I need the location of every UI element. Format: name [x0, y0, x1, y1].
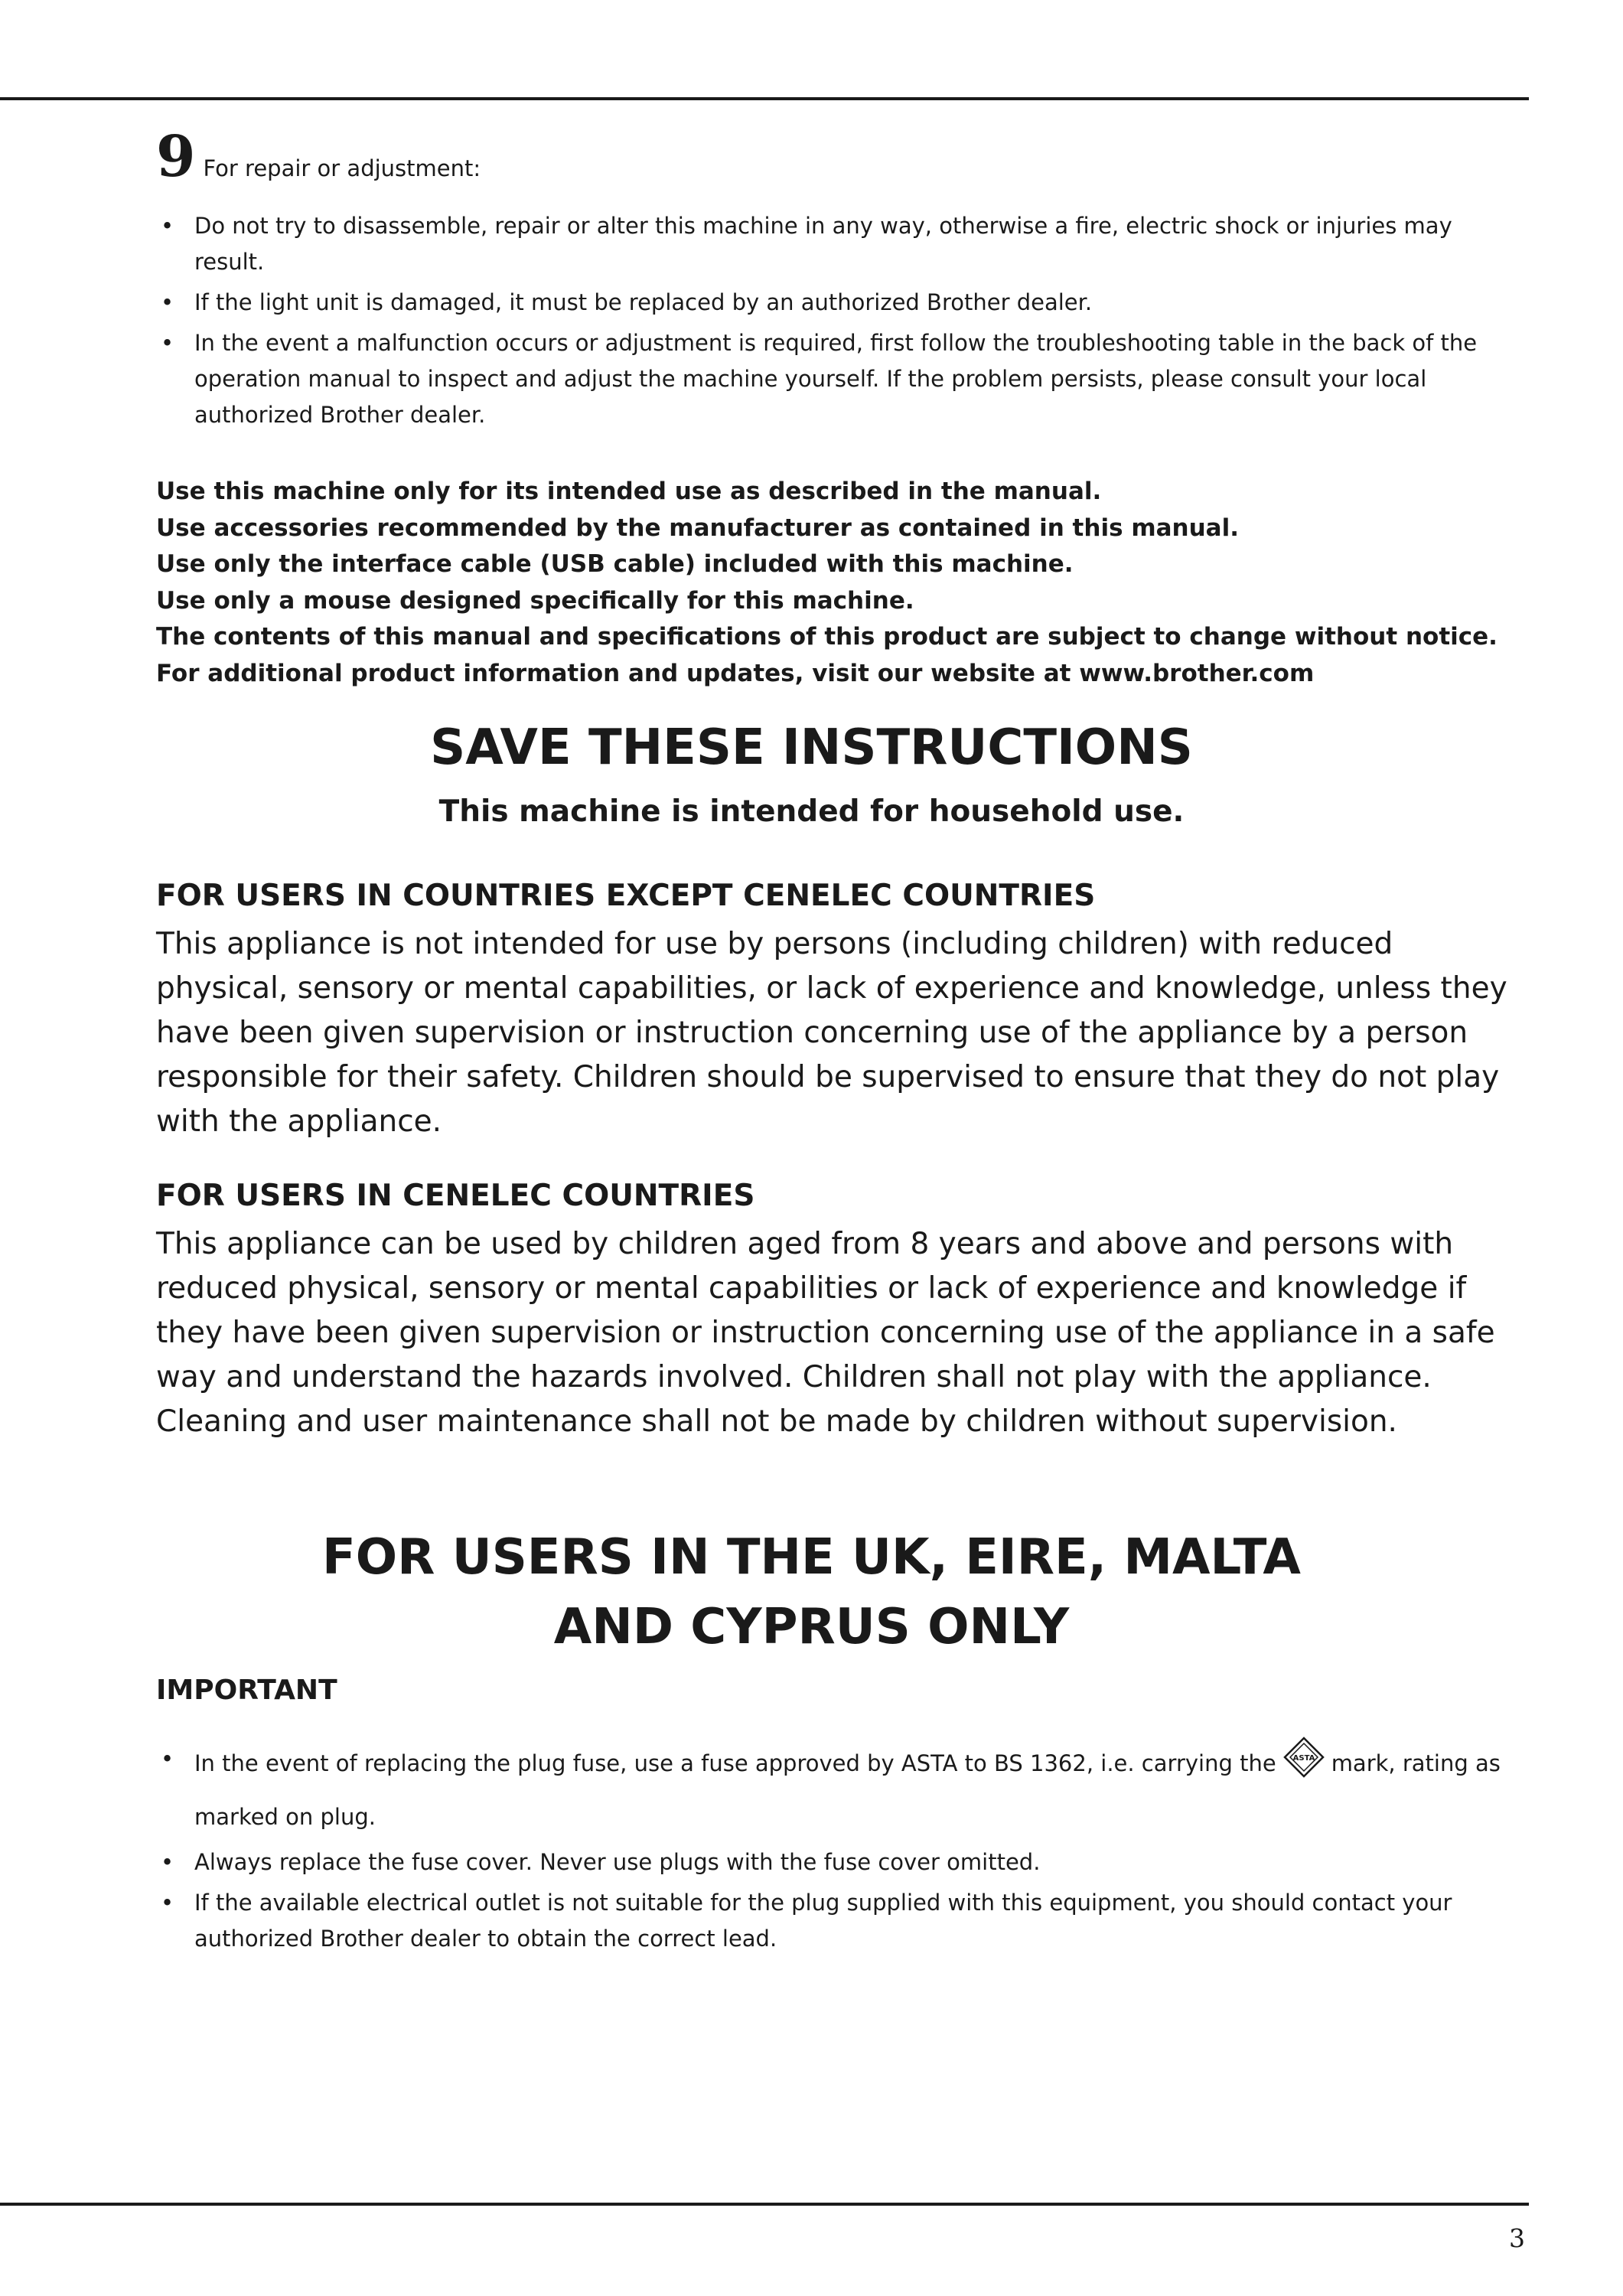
section-heading [156, 124, 481, 190]
bullet-icon: • [161, 1890, 174, 1916]
notice-line: Use only the interface cable (USB cable) included with this machine. [156, 550, 1074, 578]
bullet-icon: • [161, 213, 174, 239]
asta-mark-icon [1282, 1736, 1325, 1794]
bullet-icon: • [161, 289, 174, 315]
page-number: 3 [1509, 2223, 1525, 2253]
except-cenelec-heading: FOR USERS IN COUNTRIES EXCEPT CENELEC COUNTRIES [156, 879, 1096, 913]
notice-line: Use accessories recommended by the manufacturer as contained in this manual. [156, 514, 1239, 542]
important-heading: IMPORTANT [156, 1675, 337, 1706]
uk-title-line-1: FOR USERS IN THE UK, EIRE, MALTA [322, 1529, 1301, 1586]
list-item: • If the available electrical outlet is not suitable for the plug supplied with this equipment, you should contact your authorized Brother dealer to obtain the correct lead. [156, 1885, 1526, 1957]
save-instructions-title: SAVE THESE INSTRUCTIONS [430, 719, 1193, 776]
uk-title-line-2: AND CYPRUS ONLY [553, 1599, 1070, 1655]
cenelec-text: This appliance can be used by children aged from 8 years and above and persons with reduced physical, sensory or mental capabilities or lack of experience and knowledge if they have been given supervision or instruction concerning use of the appliance in a safe way and understand the hazards involved. Children shall not play with the appliance. Cleaning and user maintenance shall not be made by children without supervision. [156, 1227, 1495, 1439]
section-number: 9 [156, 124, 196, 190]
usage-notices [156, 474, 1533, 692]
section-title: For repair or adjustment: [203, 155, 481, 181]
repair-bullet-list [156, 208, 1526, 438]
uk-eire-malta-cyprus-title [0, 1523, 1623, 1662]
list-item: • If the light unit is damaged, it must be replaced by an authorized Brother dealer. [156, 285, 1526, 321]
list-item: • Always replace the fuse cover. Never use plugs with the fuse cover omitted. [156, 1844, 1526, 1880]
except-cenelec-text: This appliance is not intended for use by persons (including children) with reduced physical, sensory or mental capabilities, or lack of experience and knowledge, unless they have been given supervision or instruction concerning use of the appliance by a person responsible for their safety. Children should be supervised to ensure that they do not play with the appliance. [156, 927, 1507, 1139]
notice-line: The contents of this manual and specifications of this product are subject to change without notice. [156, 623, 1498, 651]
bottom-rule [0, 2203, 1529, 2206]
important-bullet-list [156, 1736, 1526, 1962]
list-item: • In the event a malfunction occurs or adjustment is required, first follow the troubleshooting table in the back of the operation manual to inspect and adjust the machine yourself. If the problem persists, please consult your local authorized Brother dealer. [156, 325, 1526, 433]
bullet-icon: • [161, 330, 174, 356]
bullet-icon: • [161, 1849, 174, 1875]
list-item: • In the event of replacing the plug fuse, use a fuse approved by ASTA to BS 1362, i.e. carrying the ASTA mark, rating as marked on plug. [156, 1736, 1526, 1840]
household-note: This machine is intended for household use. [438, 794, 1185, 829]
notice-line: For additional product information and updates, visit our website at www.brother.com [156, 659, 1315, 687]
notice-line: Use this machine only for its intended use as described in the manual. [156, 478, 1102, 505]
cenelec-heading: FOR USERS IN CENELEC COUNTRIES [156, 1179, 755, 1213]
bullet-icon: • [161, 1746, 174, 1772]
svg-text:ASTA: ASTA [1292, 1754, 1315, 1763]
notice-line: Use only a mouse designed specifically for this machine. [156, 586, 914, 615]
top-rule [0, 97, 1529, 100]
list-item: • Do not try to disassemble, repair or alter this machine in any way, otherwise a fire, electric shock or injuries may result. [156, 208, 1526, 280]
